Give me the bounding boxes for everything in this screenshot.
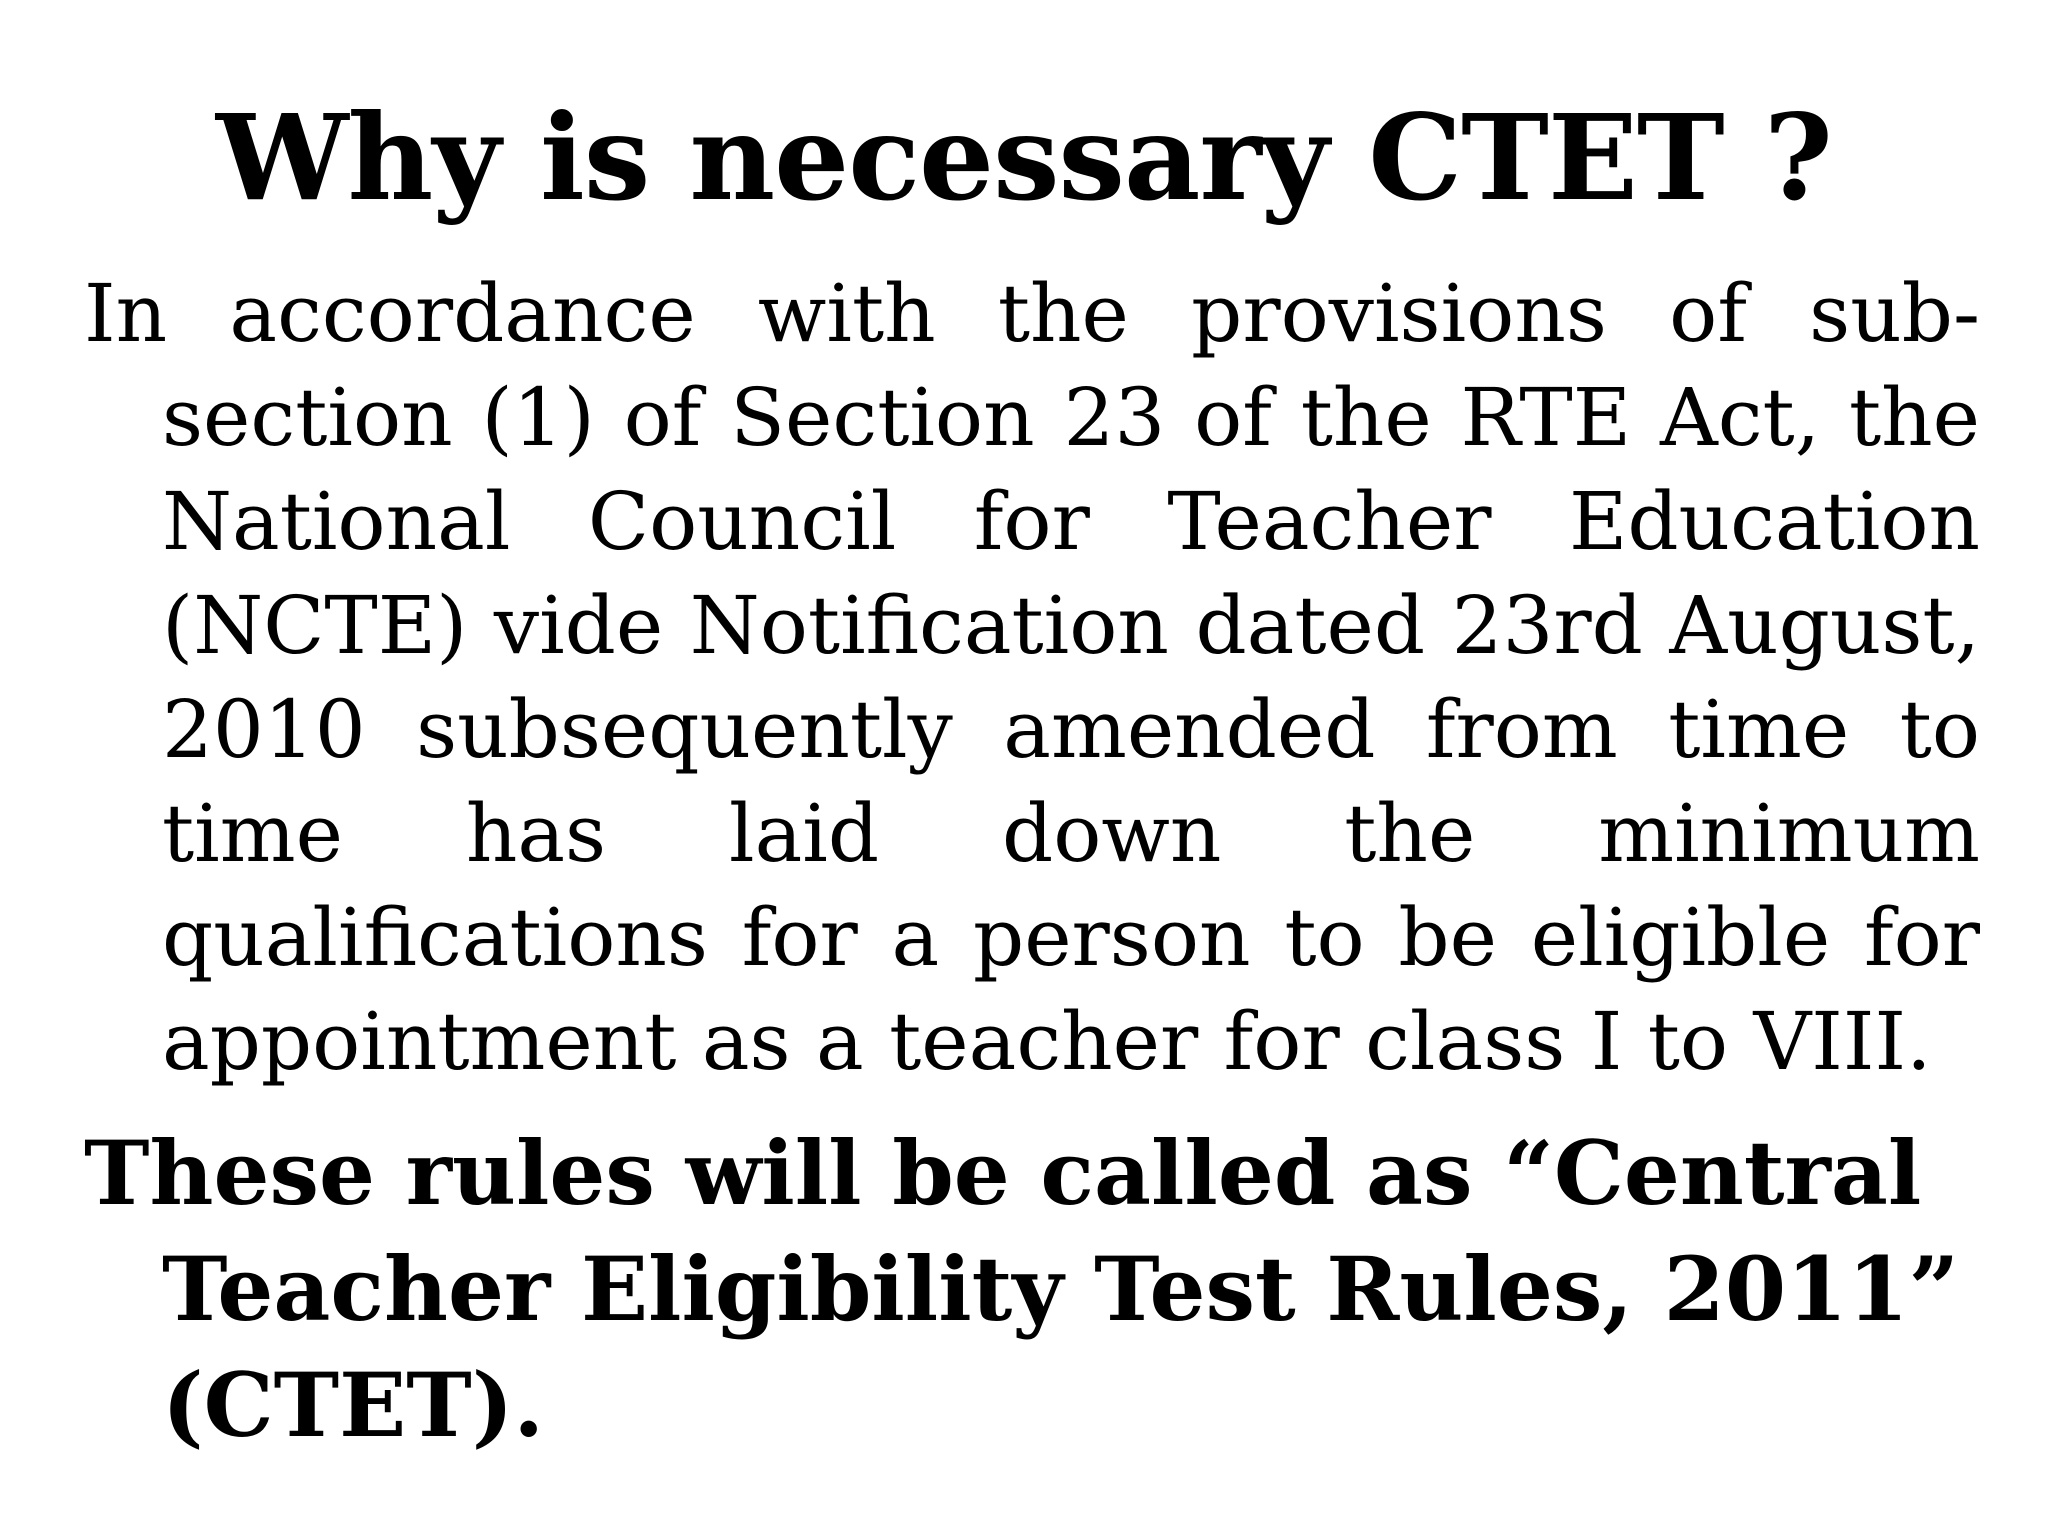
slide-title: Why is necessary CTET ? <box>216 88 1832 227</box>
body-paragraph: In accordance with the provisions of sub-section (1) of Section 23 of the RTE Act, the National Council for Teacher Education (NCTE) vide Notification dated 23rd August, 2010 subsequently amended from time to time has laid down the minimum qualifications for a person to be eligible for appointment as a teacher for class I to VIII. <box>84 267 1980 1088</box>
rules-statement: These rules will be called as “Central Teacher Eligibility Test Rules, 2011” (CTET). <box>84 1121 1960 1457</box>
